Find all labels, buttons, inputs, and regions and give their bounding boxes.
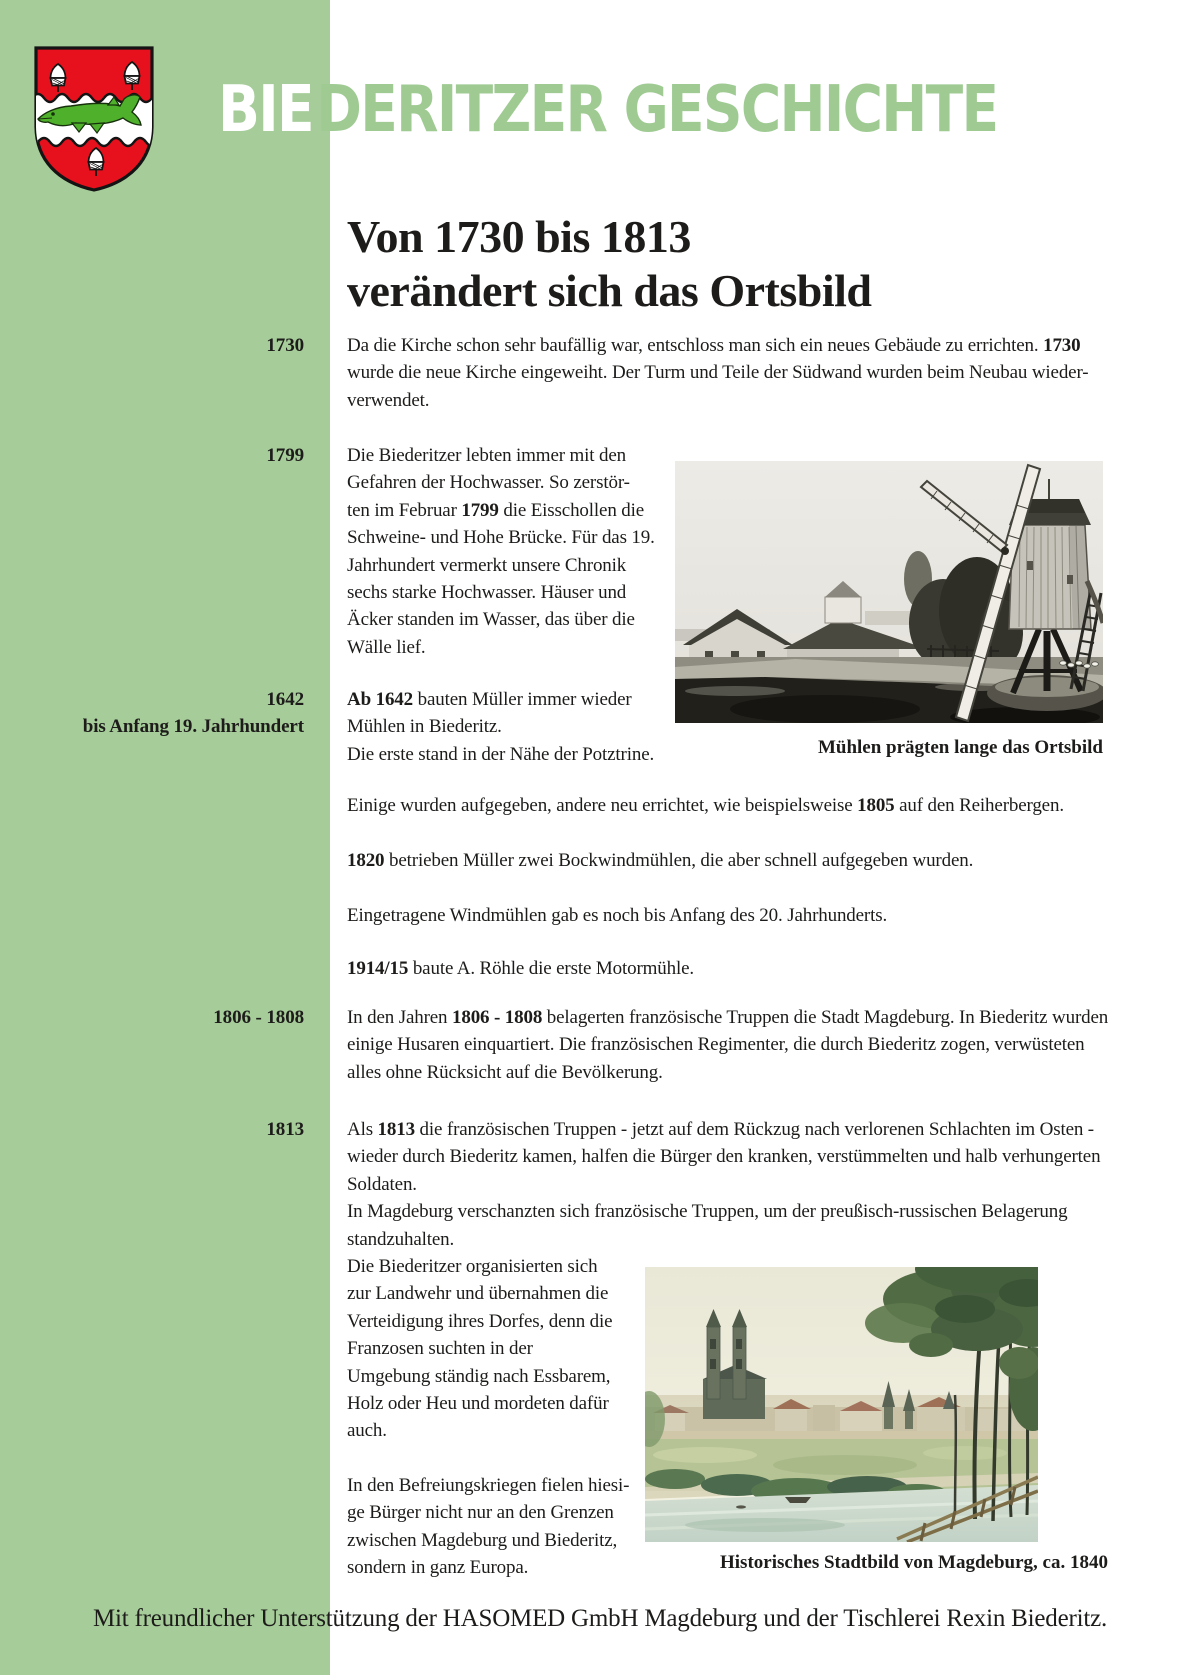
text-line: Gefahren der Hochwasser. So zerstör- [347, 472, 630, 494]
text-line: Die erste stand in der Nähe der Potztrine. [347, 743, 655, 765]
windmill-scene [675, 461, 1103, 723]
windmill-photo [675, 461, 1103, 723]
section-heading [347, 210, 871, 318]
paragraph-1730 [347, 332, 1088, 414]
text-line: wieder durch Biederitz kamen, halfen die Bürger den kranken, verstümmelten und halb verhungerten [347, 1146, 1101, 1168]
text-line: Eingetragene Windmühlen gab es noch bis Anfang des 20. Jahrhunderts. [347, 905, 888, 926]
text-line: 1914/15 baute A. Röhle die erste Motormühle. [347, 958, 694, 979]
bank-wall [645, 1431, 1038, 1439]
year-label-1806-1808: 1806 - 1808 [213, 1007, 304, 1028]
year-label-1730: 1730 [266, 335, 304, 356]
paragraph-1799 [347, 442, 655, 661]
magdeburg-photo [645, 1267, 1038, 1542]
year-label-1642-line1: 1642 [266, 689, 304, 710]
text-line: Jahrhundert vermerkt unsere Chronik [347, 554, 627, 576]
text-line: In Magdeburg verschanzten sich französische Truppen, um der preußisch-russischen Belagerung [347, 1201, 1068, 1223]
text-line: In den Befreiungskriegen fielen hiesi- [347, 1475, 630, 1497]
paragraph-windmuehlen [347, 902, 887, 929]
text-line: zwischen Magdeburg und Biederitz, [347, 1529, 618, 1551]
text-line: In den Jahren 1806 - 1808 belagerten französische Truppen die Stadt Magdeburg. In Biederitz wurden [347, 1007, 1109, 1028]
text-line: sondern in ganz Europa. [347, 1557, 529, 1579]
text-line: Einige wurden aufgegeben, andere neu errichtet, wie beispielsweise 1805 auf den Reiherbergen. [347, 795, 1064, 816]
year-label-1642 [60, 686, 304, 741]
biederitz-coat-of-arms-icon [28, 42, 160, 194]
text-line: 1820 betrieben Müller zwei Bockwindmühlen, die aber schnell aufgegeben wurden. [347, 850, 974, 871]
title-on-stripe: BIE [218, 73, 313, 147]
year-label-1642-line2: bis Anfang 19. Jahrhundert [82, 716, 304, 738]
text-line: Ab 1642 bauten Müller immer wieder [347, 689, 632, 710]
text-line: Die Biederitzer lebten immer mit den [347, 445, 626, 466]
magdeburg-scene [645, 1267, 1038, 1542]
text-line: verwendet. [347, 389, 430, 411]
text-line: Franzosen suchten in der [347, 1338, 533, 1360]
page-title [218, 73, 998, 158]
magdeburg-caption: Historisches Stadtbild von Magdeburg, ca. 1840 [720, 1552, 1108, 1573]
text-line: Äcker standen im Wasser, das über die [347, 609, 635, 631]
paragraph-1805 [347, 792, 1064, 819]
text-line: standzuhalten. [347, 1228, 455, 1250]
paragraph-1642 [347, 686, 654, 768]
text-line: Umgebung ständig nach Essbarem, [347, 1365, 611, 1387]
text-line: Mühlen in Biederitz. [347, 716, 502, 738]
text-line: ten im Februar 1799 die Eisschollen die [347, 499, 645, 521]
paragraph-1914 [347, 955, 694, 982]
text-line: alles ohne Rücksicht auf die Bevölkerung. [347, 1061, 663, 1083]
heading-line-1: Von 1730 bis 1813 [347, 211, 691, 262]
text-line: Soldaten. [347, 1173, 417, 1195]
text-line: Schweine- und Hohe Brücke. Für das 19. [347, 527, 655, 549]
text-line: zur Landwehr und übernahmen die [347, 1283, 609, 1305]
text-line: Als 1813 die französischen Truppen - jetzt auf dem Rückzug nach verlorenen Schlachten im Osten - [347, 1119, 1094, 1140]
year-label-1813: 1813 [266, 1119, 304, 1140]
text-line: einige Husaren einquartiert. Die französischen Regimenter, die durch Biederitz zogen, verwüsteten [347, 1034, 1085, 1056]
heading-line-2: verändert sich das Ortsbild [347, 265, 872, 316]
text-line: Die Biederitzer organisierten sich [347, 1255, 598, 1277]
windmill-caption: Mühlen prägten lange das Ortsbild [817, 737, 1103, 758]
text-line: Da die Kirche schon sehr baufällig war, entschloss man sich ein neues Gebäude zu errichten. 1730 [347, 335, 1081, 356]
text-line: sechs starke Hochwasser. Häuser und [347, 581, 627, 603]
paragraph-1806-1808 [347, 1004, 1108, 1086]
text-line: Verteidigung ihres Dorfes, denn die [347, 1310, 613, 1332]
paragraph-1820 [347, 847, 973, 874]
sponsor-footer: Mit freundlicher Unterstützung der HASOMED GmbH Magdeburg und der Tischlerei Rexin Biederitz. [92, 1605, 1108, 1632]
title-rest: DERITZER GESCHICHTE [316, 73, 998, 147]
text-line: wurde die neue Kirche eingeweiht. Der Turm und Teile der Südwand wurden beim Neubau wieder- [347, 362, 1089, 384]
left-green-stripe [0, 0, 330, 1675]
year-label-1799: 1799 [266, 445, 304, 466]
text-line: auch. [347, 1420, 387, 1442]
text-line: Holz oder Heu und mordeten dafür [347, 1392, 609, 1414]
text-line: Wälle lief. [347, 636, 426, 658]
text-line: ge Bürger nicht nur an den Grenzen [347, 1502, 614, 1524]
